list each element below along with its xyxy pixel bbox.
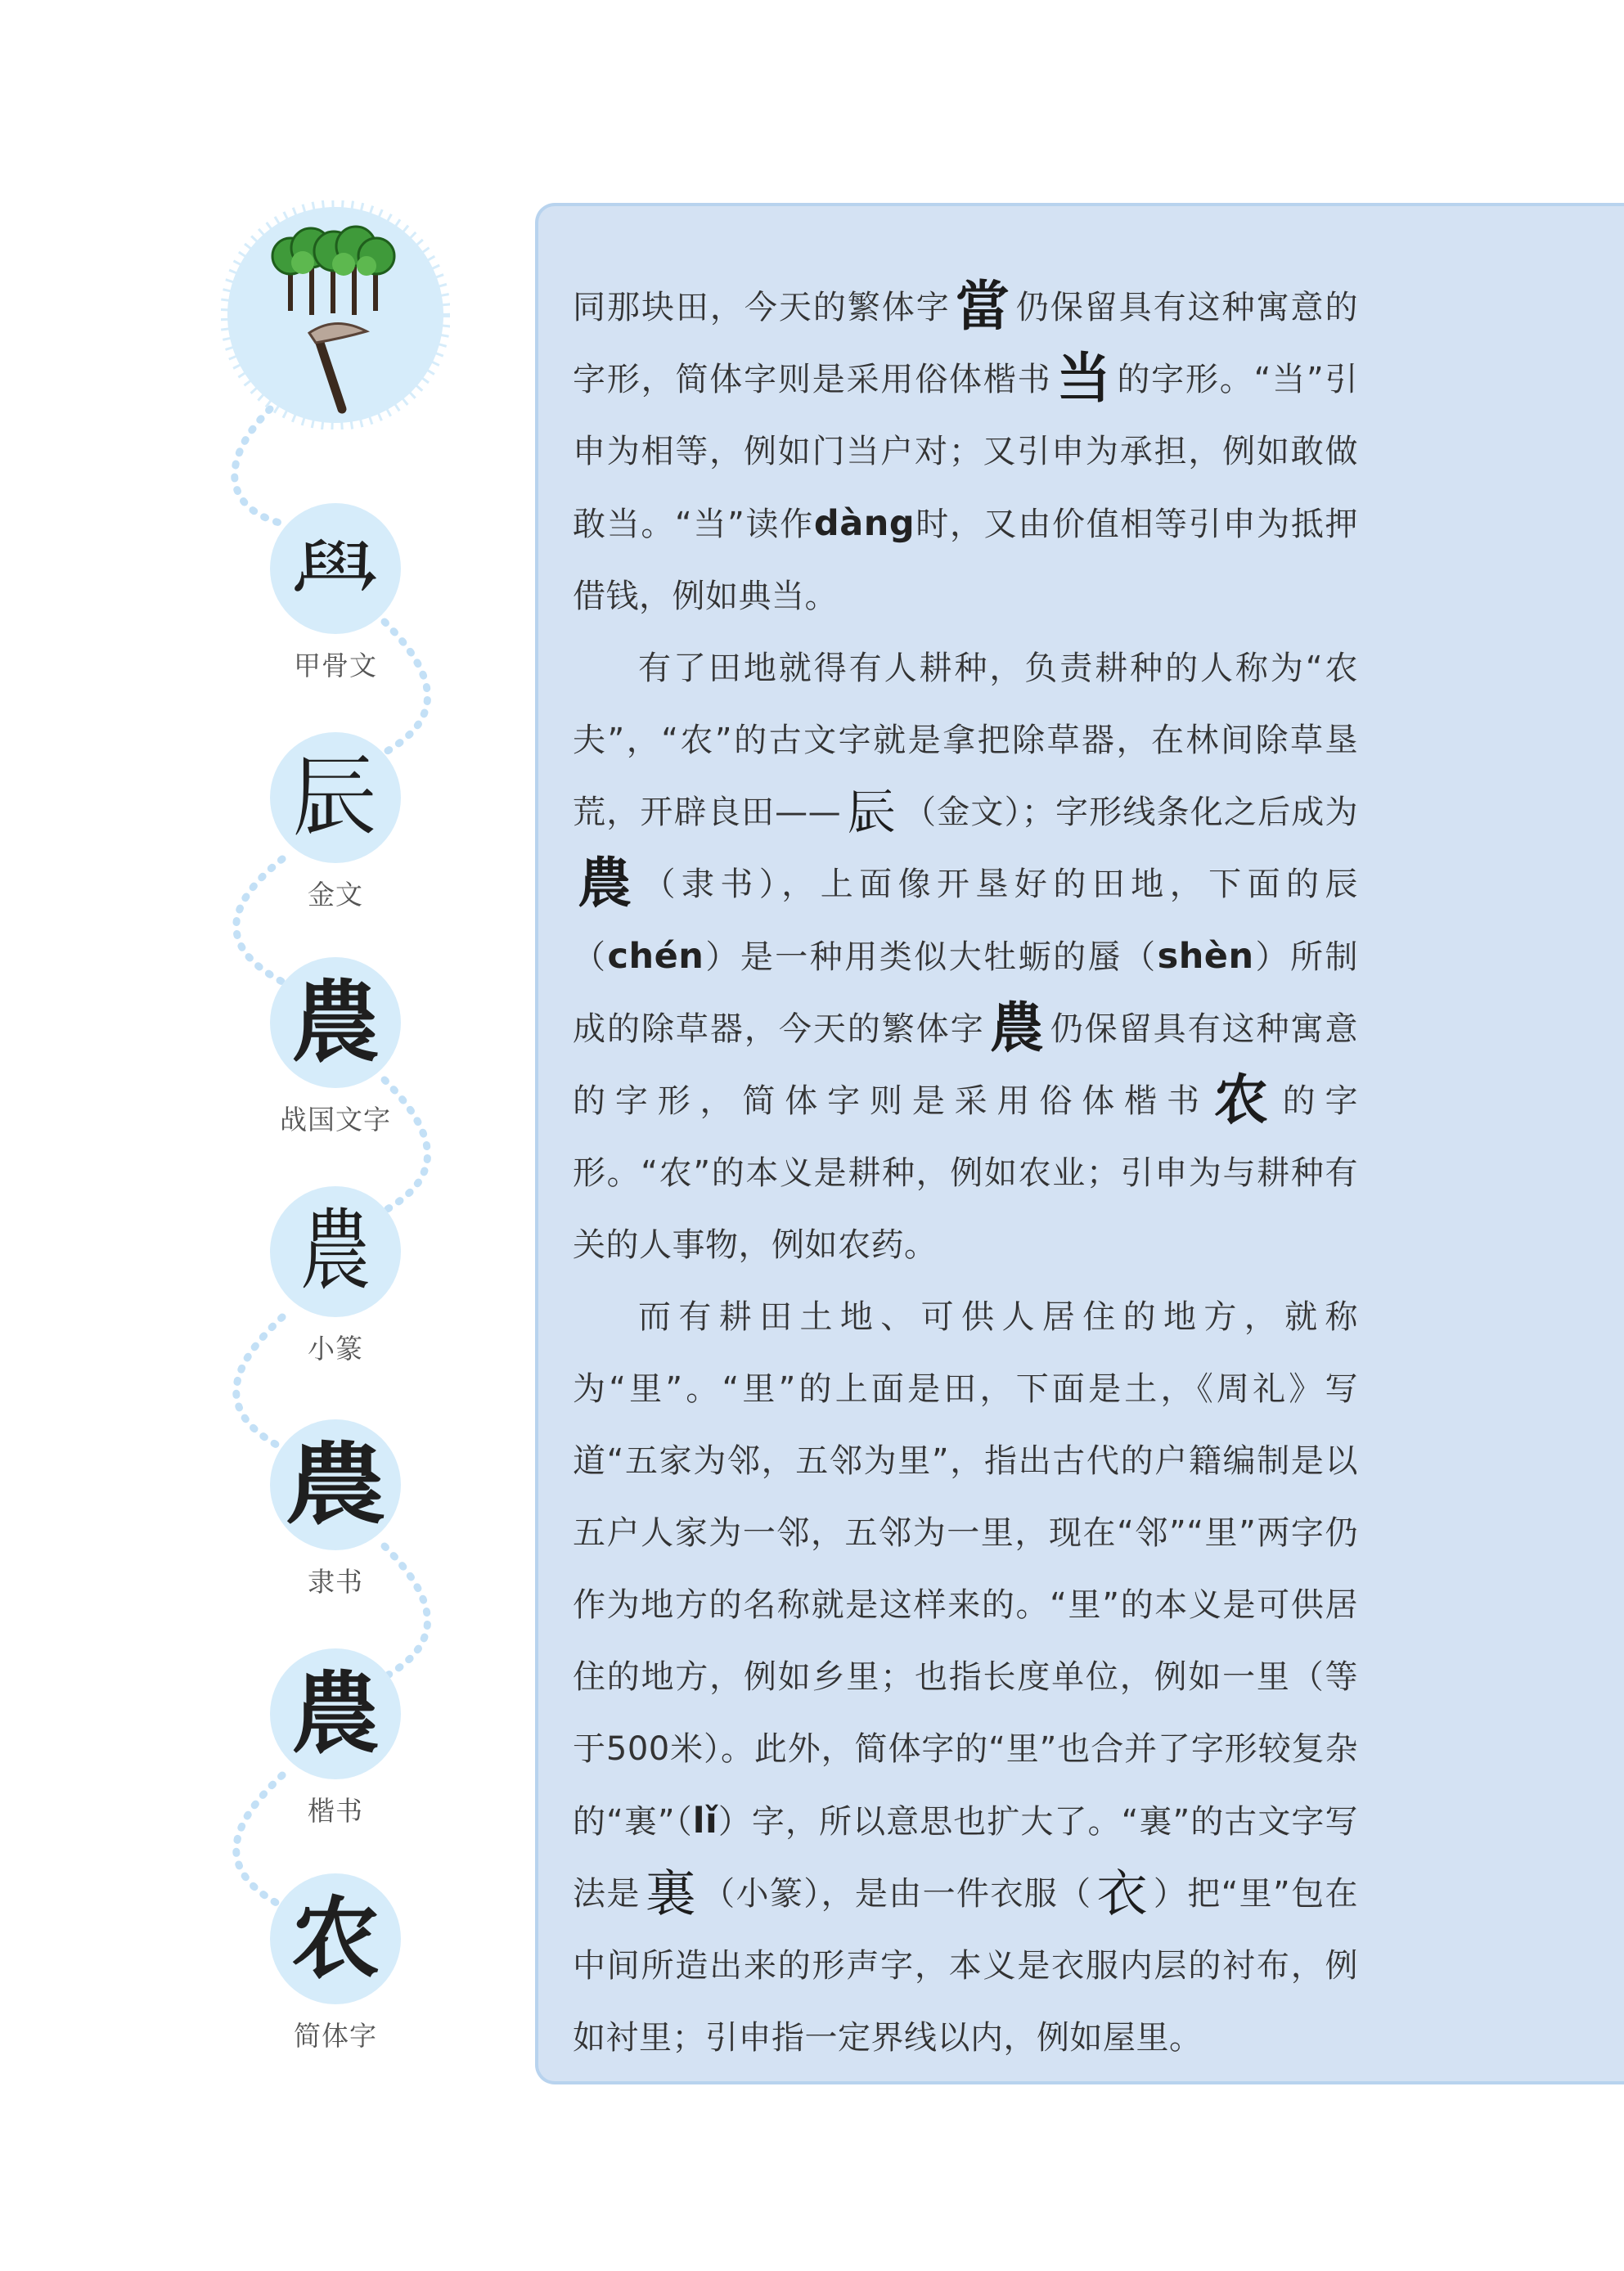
simplified-glyph: 农: [290, 1887, 380, 1990]
text-run: 而有耕田土地、可供人居住的地方，就称为“里”。“里”的上面是田，下面是土，《周礼》写道“五家为邻，五邻为里”，指出古代的户籍编制是以五户人家为一邻，五邻为一里，现在“邻”“里”两字仍作为地方的名称就是这样来的。“里”的本义是可供居住的地方，例如乡里；也指长度单位，例如一里（等于500米）。此外，简体字的“里”也合并了字形较复杂的“裏”（: [573, 1298, 1358, 1841]
inline-glyph-regular-dang: 当: [1056, 346, 1113, 410]
stage-simplified: [254, 1869, 417, 2053]
stage-regular: [254, 1644, 417, 1828]
stage-oracle-bone: [254, 499, 417, 683]
inline-glyph-clerical-nong: 農: [578, 851, 638, 915]
text-run: 仍保留具有这种寓意的字形，简体字则是采用俗体楷书: [573, 289, 1359, 398]
paragraph-li: [573, 1281, 1358, 2074]
text-run: ）是一种用类似大牡蛎的蜃（: [704, 938, 1158, 976]
clerical-glyph: 農: [284, 1433, 387, 1536]
inline-glyph-seal-yi: 衣: [1096, 1864, 1149, 1923]
text-run: 时，又由价值相等引申为抵押借钱，例如典当。: [573, 506, 1359, 615]
stage-caption: 小篆: [308, 1333, 363, 1365]
stage-caption: 隶书: [308, 1566, 363, 1598]
stage-warring-states: [254, 953, 417, 1137]
pinyin-shen: shèn: [1157, 936, 1254, 977]
tree-icon: [272, 227, 394, 315]
stage-bronze: [254, 728, 417, 912]
stage-caption: 楷书: [308, 1795, 363, 1827]
text-run: 的字形。“农”的本义是耕种，例如农业；引申为与耕种有关的人事物，例如农药。: [573, 1082, 1359, 1264]
text-run: 的字形。“当”引申为相等，例如门当户对；又引申为承担，例如敢做敢当。“当”读作: [573, 361, 1358, 543]
paragraph-dang: [573, 272, 1358, 632]
regular-script-glyph: 農: [290, 1662, 380, 1765]
inline-glyph-seal-li: 裏: [645, 1864, 698, 1923]
text-run: （小篆），是由一件衣服（: [702, 1875, 1092, 1913]
stage-caption: 简体字: [294, 2020, 377, 2052]
stage-caption: 战国文字: [280, 1104, 391, 1136]
small-seal-glyph: 農: [299, 1200, 371, 1302]
body-text: [573, 272, 1358, 2074]
text-run: （隶书），上面像开垦好的田地，下面的辰（: [573, 866, 1359, 976]
inline-glyph-traditional-dang: 當: [955, 274, 1011, 338]
text-run: ）所制成的除草器，今天的繁体字: [573, 938, 1359, 1048]
text-run: 有了田地就得有人耕种，负责耕种的人称为“农夫”，“农”的古文字就是拿把除草器，在林间除草垦荒，开辟良田——: [573, 650, 1358, 831]
text-run: ）字，所以意思也扩大了。“裏”的古文字写法是: [573, 1803, 1358, 1913]
pinyin-li: lǐ: [692, 1801, 718, 1842]
text-run: （金文）；字形线条化之后成为: [903, 794, 1358, 831]
text-run: 同那块田，今天的繁体字: [573, 289, 951, 326]
inline-glyph-bronze-nong: 𨑃: [846, 782, 899, 842]
stage-small-seal: [254, 1182, 417, 1366]
stage-caption: 金文: [308, 879, 363, 911]
text-run: 仍保留具有这种寓意的字形，简体字则是采用俗体楷书: [573, 1010, 1359, 1120]
oracle-bone-glyph: 𦥯: [290, 514, 380, 623]
inline-glyph-traditional-nong: 農: [989, 996, 1046, 1059]
paragraph-nong: [573, 632, 1358, 1281]
stage-clerical: [254, 1415, 417, 1599]
evolution-column: [0, 0, 458, 2127]
bronze-glyph: 𨑃: [290, 743, 380, 852]
warring-states-glyph: 農: [290, 971, 380, 1074]
forest-hoe-illustration: [221, 200, 450, 429]
text-run: ）把“里”包在中间所造出来的形声字，本义是衣服内层的衬布，例如衬里；引申指一定界线以内，例如屋里。: [573, 1875, 1358, 2057]
pinyin-dang: dàng: [813, 503, 915, 544]
stage-caption: 甲骨文: [294, 650, 377, 681]
inline-glyph-regular-nong: 农: [1213, 1068, 1278, 1131]
pinyin-chen: chén: [607, 936, 704, 977]
